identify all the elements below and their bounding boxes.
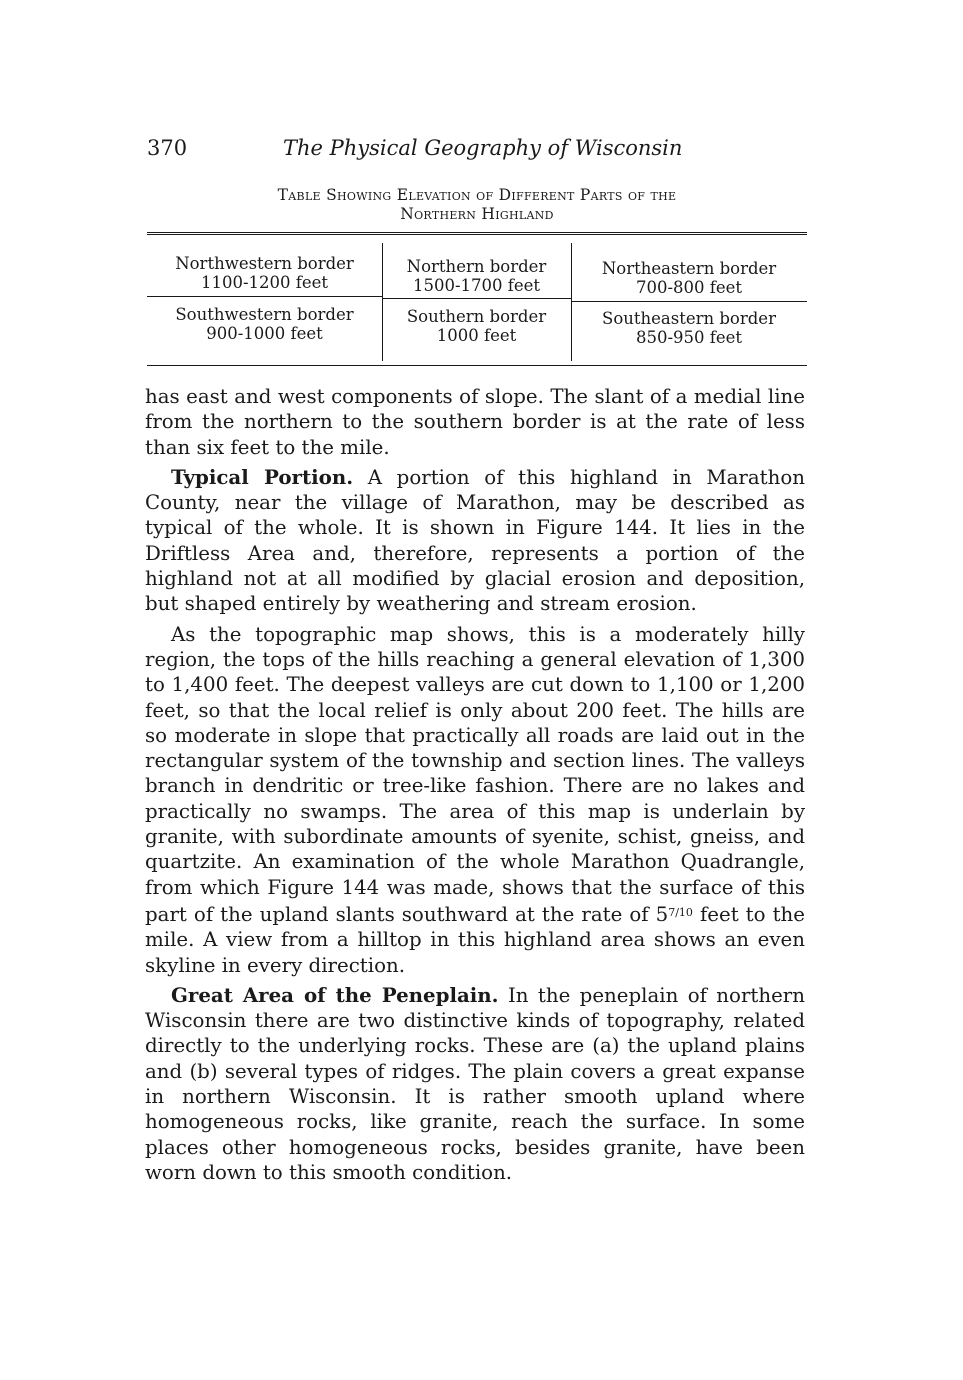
- paragraph-text: has east and west components of slope. The slant of a medial line from the northern to the southern border is at the rate of less than six feet to the mile.: [145, 385, 805, 459]
- table-caption-line-2: Northern Highland: [400, 205, 554, 223]
- elevation-table: [147, 232, 807, 366]
- table-cell-northeastern: [571, 259, 807, 297]
- cell-value: 900-1000 feet: [206, 324, 323, 343]
- table-cell-northern: [382, 257, 571, 295]
- cell-label: Northeastern border: [601, 259, 777, 278]
- table-divider: [571, 301, 807, 302]
- cell-value: 1500-1700 feet: [412, 276, 541, 295]
- section-heading: Typical Portion.: [171, 464, 354, 489]
- cell-label: Southwestern border: [175, 305, 354, 324]
- paragraph-typical-portion: [145, 465, 805, 617]
- paragraph-text: feet to the mile. A view from a hilltop in this highland area shows an even skyline in every direction.: [145, 902, 805, 977]
- cell-label: Southern border: [406, 307, 547, 326]
- section-heading: Great Area of the Peneplain.: [171, 982, 499, 1007]
- table-caption: [147, 186, 807, 224]
- table-divider: [147, 296, 382, 297]
- page-number: 370: [147, 136, 188, 160]
- paragraph-continuation: [145, 384, 805, 460]
- cell-label: Northern border: [406, 257, 547, 276]
- table-cell-southern: [382, 307, 571, 345]
- cell-label: Northwestern border: [175, 254, 354, 273]
- paragraph-topographic-map: [145, 622, 805, 978]
- running-title: The Physical Geography of Wisconsin: [283, 136, 683, 160]
- paragraph-text: As the topographic map shows, this is a moderately hilly region, the tops of the hills reaching a general elevation of 1,300 to 1,400 feet. The deepest valleys are cut down to 1,100 or 1,200 feet, so that the local relief is only about 200 feet. The hills are so moderate in slope that practically all roads are laid out in the rectangular system of the township and section lines. The valleys branch in dendritic or tree-like fashion. There are no lakes and practically no swamps. The area of this map is underlain by granite, with subordinate amounts of syenite, schist, gneiss, and quartzite. An examination of the whole Marathon Quadrangle, from which Figure 144 was made, shows that the surface of this part of the upland slants southward at the rate of 5: [145, 622, 805, 926]
- body-text: [145, 384, 805, 1190]
- table-cell-northwestern: [147, 254, 382, 292]
- table-cell-southwestern: [147, 305, 382, 343]
- cell-label: Southeastern border: [602, 309, 776, 328]
- cell-value: 1100-1200 feet: [200, 273, 329, 292]
- fraction: 7/10: [668, 905, 693, 919]
- paragraph-text: A portion of this highland in Marathon County, near the village of Marathon, may be described as typical of the whole. It is shown in Figure 144. It lies in the Driftless Area and, therefore, represents a portion of the highland not at all modified by glacial erosion and deposition, but shaped entirely by weathering and stream erosion.: [145, 465, 805, 616]
- table-caption-line-1: Table Showing Elevation of Different Parts of the: [277, 186, 677, 204]
- cell-value: 850-950 feet: [635, 328, 743, 347]
- paragraph-peneplain: [145, 983, 805, 1185]
- cell-value: 1000 feet: [436, 326, 517, 345]
- table-divider: [382, 298, 571, 299]
- paragraph-text: In the peneplain of northern Wisconsin there are two distinctive kinds of topography, related directly to the underlying rocks. These are (a) the upland plains and (b) several types of ridges. The plain covers a great expanse in northern Wisconsin. It is rather smooth upland where homogeneous rocks, like granite, reach the surface. In some places other homogeneous rocks, besides granite, have been worn down to this smooth condition.: [145, 983, 805, 1184]
- cell-value: 700-800 feet: [635, 278, 743, 297]
- table-cell-southeastern: [571, 309, 807, 347]
